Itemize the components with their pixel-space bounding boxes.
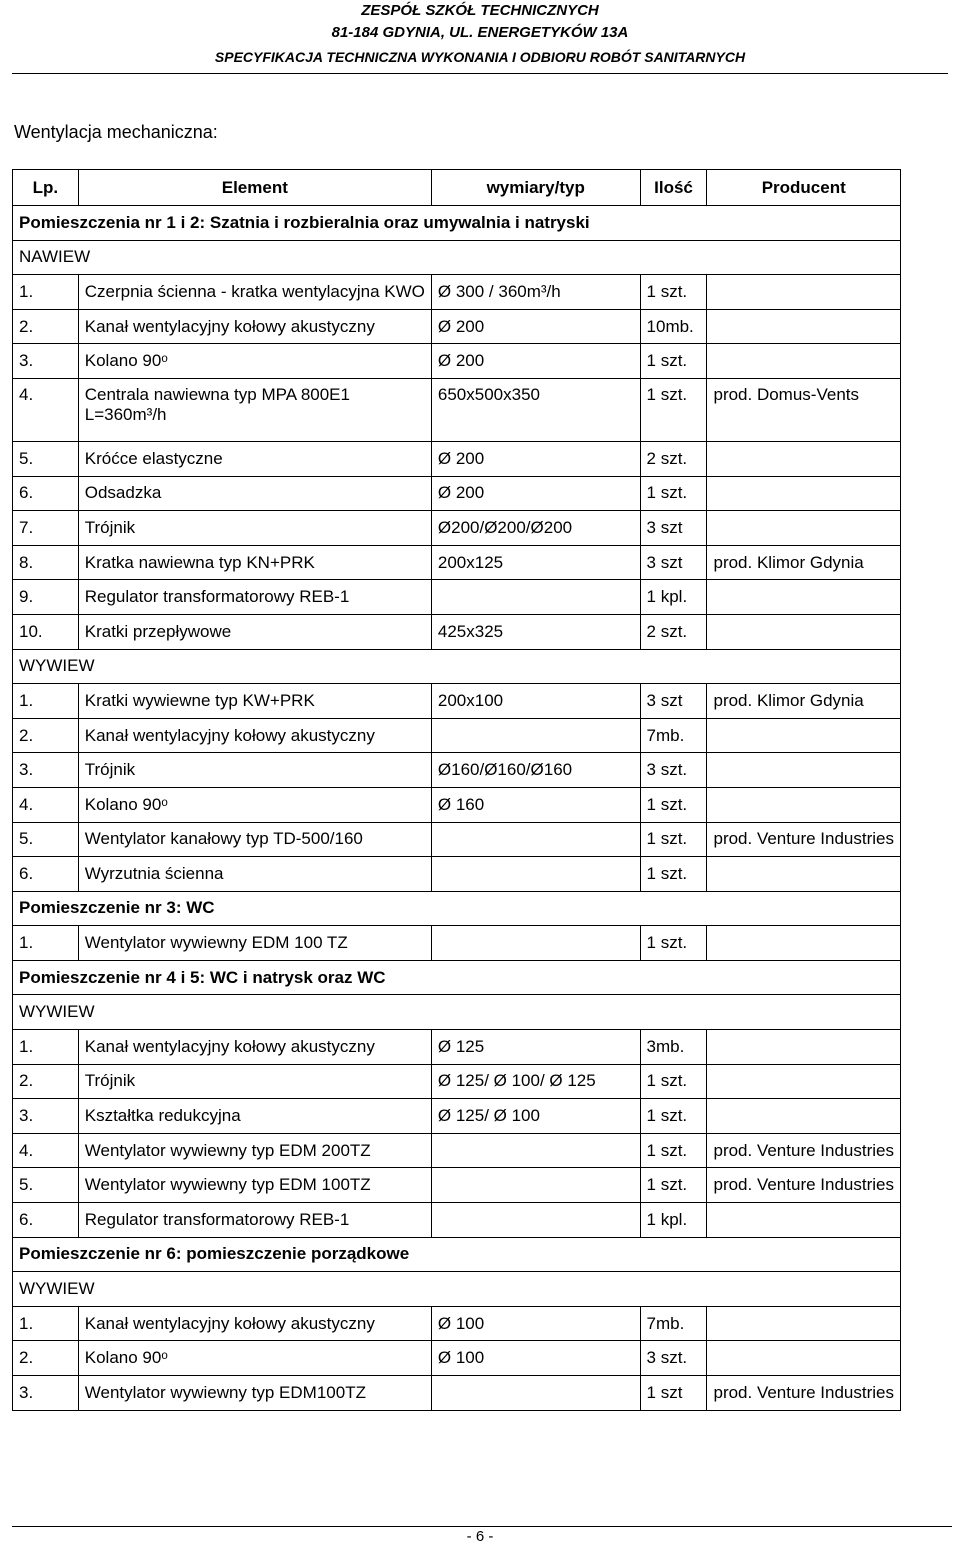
cell-lp: 4. [13, 378, 79, 441]
cell-lp: 6. [13, 857, 79, 892]
cell-lp: 3. [13, 753, 79, 788]
table-header-row [13, 170, 901, 206]
cell-element: Wentylator wywiewny typ EDM100TZ [78, 1376, 431, 1411]
room-heading: Pomieszczenie nr 4 i 5: WC i natrysk oraz WC [13, 960, 901, 995]
cell-lp: 7. [13, 511, 79, 546]
cell-element: Kratka nawiewna typ KN+PRK [78, 545, 431, 580]
cell-element: Kolano 90ᵒ [78, 787, 431, 822]
airflow-group-label: WYWIEW [13, 1272, 901, 1307]
cell-lp: 2. [13, 1341, 79, 1376]
cell-lp: 6. [13, 1203, 79, 1238]
cell-producer [707, 614, 901, 649]
cell-element: Kształtka redukcyjna [78, 1099, 431, 1134]
table-row [13, 1376, 901, 1411]
cell-quantity: 1 szt. [640, 275, 707, 310]
cell-producer [707, 857, 901, 892]
airflow-group-label: NAWIEW [13, 240, 901, 275]
cell-dimensions: Ø 125 [431, 1030, 640, 1065]
cell-lp: 3. [13, 1376, 79, 1411]
cell-dimensions: Ø 200 [431, 344, 640, 379]
cell-producer [707, 1099, 901, 1134]
cell-element: Wentylator wywiewny typ EDM 200TZ [78, 1133, 431, 1168]
table-row [13, 511, 901, 546]
cell-quantity: 1 kpl. [640, 580, 707, 615]
section-row [13, 891, 901, 926]
cell-element: Kolano 90ᵒ [78, 1341, 431, 1376]
table-row [13, 822, 901, 857]
cell-dimensions: Ø 160 [431, 787, 640, 822]
room-heading: Pomieszczenia nr 1 i 2: Szatnia i rozbieralnia oraz umywalnia i natryski [13, 206, 901, 241]
cell-element: Kanał wentylacyjny kołowy akustyczny [78, 1030, 431, 1065]
cell-quantity: 3 szt. [640, 753, 707, 788]
table-row [13, 344, 901, 379]
cell-quantity: 1 szt. [640, 787, 707, 822]
airflow-group-label: WYWIEW [13, 995, 901, 1030]
cell-quantity: 7mb. [640, 1306, 707, 1341]
cell-quantity: 1 szt. [640, 344, 707, 379]
cell-quantity: 3mb. [640, 1030, 707, 1065]
cell-dimensions [431, 580, 640, 615]
cell-lp: 4. [13, 787, 79, 822]
cell-producer [707, 1203, 901, 1238]
header-line-2: 81-184 GDYNIA, UL. ENERGETYKÓW 13A [331, 24, 629, 41]
cell-quantity: 1 szt. [640, 1099, 707, 1134]
cell-lp: 1. [13, 1030, 79, 1065]
cell-producer: prod. Venture Industries [707, 1168, 901, 1203]
table-row [13, 1168, 901, 1203]
cell-dimensions: Ø 100 [431, 1341, 640, 1376]
cell-lp: 2. [13, 718, 79, 753]
cell-quantity: 2 szt. [640, 614, 707, 649]
cell-element: Wentylator wywiewny EDM 100 TZ [78, 926, 431, 961]
cell-element: Kratki przepływowe [78, 614, 431, 649]
cell-dimensions: Ø 200 [431, 476, 640, 511]
table-row [13, 1341, 901, 1376]
cell-quantity: 1 szt. [640, 1133, 707, 1168]
cell-dimensions: 200x125 [431, 545, 640, 580]
table-row [13, 1030, 901, 1065]
cell-element: Kolano 90ᵒ [78, 344, 431, 379]
column-header-lp: Lp. [13, 170, 79, 206]
cell-element: Kanał wentylacyjny kołowy akustyczny [78, 718, 431, 753]
cell-producer [707, 344, 901, 379]
cell-element: Trójnik [78, 1064, 431, 1099]
column-header-element: Element [78, 170, 431, 206]
cell-dimensions [431, 1168, 640, 1203]
cell-quantity: 1 szt. [640, 926, 707, 961]
cell-dimensions: Ø 200 [431, 309, 640, 344]
page-number: - 6 - [466, 1528, 494, 1545]
cell-lp: 1. [13, 275, 79, 310]
cell-element: Wentylator wywiewny typ EDM 100TZ [78, 1168, 431, 1203]
cell-quantity: 3 szt [640, 511, 707, 546]
cell-producer [707, 441, 901, 476]
table-row [13, 926, 901, 961]
cell-lp: 10. [13, 614, 79, 649]
cell-quantity: 2 szt. [640, 441, 707, 476]
cell-producer [707, 580, 901, 615]
cell-element: Trójnik [78, 511, 431, 546]
cell-dimensions [431, 718, 640, 753]
cell-element: Czerpnia ścienna - kratka wentylacyjna KWO [78, 275, 431, 310]
cell-producer: prod. Venture Industries [707, 822, 901, 857]
cell-element: Wyrzutnia ścienna [78, 857, 431, 892]
table-row [13, 753, 901, 788]
table-row [13, 684, 901, 719]
section-row [13, 1237, 901, 1272]
cell-dimensions: 425x325 [431, 614, 640, 649]
cell-producer [707, 275, 901, 310]
cell-quantity: 1 szt [640, 1376, 707, 1411]
table-row [13, 614, 901, 649]
cell-lp: 6. [13, 476, 79, 511]
cell-quantity: 1 szt. [640, 1064, 707, 1099]
cell-dimensions: Ø200/Ø200/Ø200 [431, 511, 640, 546]
cell-dimensions: Ø160/Ø160/Ø160 [431, 753, 640, 788]
cell-element: Centrala nawiewna typ MPA 800E1 L=360m³/h [78, 378, 431, 441]
group-row [13, 1272, 901, 1307]
cell-dimensions: Ø 125/ Ø 100/ Ø 125 [431, 1064, 640, 1099]
cell-element: Trójnik [78, 753, 431, 788]
table-body [13, 206, 901, 1411]
cell-producer [707, 718, 901, 753]
table-row [13, 476, 901, 511]
cell-lp: 5. [13, 441, 79, 476]
cell-producer [707, 476, 901, 511]
column-header-dimensions: wymiary/typ [431, 170, 640, 206]
room-heading: Pomieszczenie nr 3: WC [13, 891, 901, 926]
group-row [13, 995, 901, 1030]
cell-producer [707, 1341, 901, 1376]
cell-element: Króćce elastyczne [78, 441, 431, 476]
cell-producer: prod. Klimor Gdynia [707, 545, 901, 580]
ventilation-spec-table [12, 169, 901, 1411]
cell-producer: prod. Domus-Vents [707, 378, 901, 441]
table-row [13, 1133, 901, 1168]
header-line-1: ZESPÓŁ SZKÓŁ TECHNICZNYCH [361, 2, 599, 19]
cell-dimensions [431, 822, 640, 857]
cell-producer [707, 753, 901, 788]
table-row [13, 1099, 901, 1134]
cell-dimensions [431, 1203, 640, 1238]
room-heading: Pomieszczenie nr 6: pomieszczenie porządkowe [13, 1237, 901, 1272]
cell-producer: prod. Klimor Gdynia [707, 684, 901, 719]
table-row [13, 309, 901, 344]
cell-producer [707, 1064, 901, 1099]
cell-lp: 5. [13, 1168, 79, 1203]
table-row [13, 378, 901, 441]
column-header-quantity: Ilość [640, 170, 707, 206]
cell-quantity: 1 szt. [640, 822, 707, 857]
cell-producer [707, 926, 901, 961]
cell-producer: prod. Venture Industries [707, 1133, 901, 1168]
table-row [13, 545, 901, 580]
table-row [13, 275, 901, 310]
cell-dimensions: Ø 300 / 360m³/h [431, 275, 640, 310]
cell-dimensions [431, 926, 640, 961]
footer-divider [12, 1526, 952, 1527]
cell-element: Odsadzka [78, 476, 431, 511]
cell-lp: 1. [13, 684, 79, 719]
cell-lp: 3. [13, 1099, 79, 1134]
cell-dimensions [431, 857, 640, 892]
group-row [13, 649, 901, 684]
cell-dimensions: Ø 125/ Ø 100 [431, 1099, 640, 1134]
table-row [13, 857, 901, 892]
cell-element: Regulator transformatorowy REB-1 [78, 1203, 431, 1238]
cell-lp: 1. [13, 926, 79, 961]
cell-producer [707, 1030, 901, 1065]
table-row [13, 1306, 901, 1341]
cell-lp: 4. [13, 1133, 79, 1168]
cell-quantity: 1 szt. [640, 857, 707, 892]
cell-lp: 1. [13, 1306, 79, 1341]
cell-element: Wentylator kanałowy typ TD-500/160 [78, 822, 431, 857]
table-row [13, 441, 901, 476]
cell-dimensions: 650x500x350 [431, 378, 640, 441]
cell-dimensions: Ø 200 [431, 441, 640, 476]
header-line-3: SPECYFIKACJA TECHNICZNA WYKONANIA I ODBIORU ROBÓT SANITARNYCH [214, 49, 746, 65]
cell-producer [707, 1306, 901, 1341]
cell-lp: 5. [13, 822, 79, 857]
cell-producer [707, 309, 901, 344]
table-row [13, 718, 901, 753]
cell-quantity: 1 szt. [640, 1168, 707, 1203]
header-divider [12, 73, 948, 74]
group-row [13, 240, 901, 275]
cell-quantity: 1 szt. [640, 476, 707, 511]
cell-producer [707, 787, 901, 822]
cell-element: Kanał wentylacyjny kołowy akustyczny [78, 1306, 431, 1341]
cell-producer: prod. Venture Industries [707, 1376, 901, 1411]
cell-quantity: 3 szt [640, 684, 707, 719]
cell-lp: 3. [13, 344, 79, 379]
table-row [13, 1064, 901, 1099]
cell-lp: 8. [13, 545, 79, 580]
section-row [13, 206, 901, 241]
cell-quantity: 1 kpl. [640, 1203, 707, 1238]
cell-dimensions: Ø 100 [431, 1306, 640, 1341]
table-row [13, 787, 901, 822]
cell-lp: 2. [13, 309, 79, 344]
table-row [13, 580, 901, 615]
cell-dimensions [431, 1376, 640, 1411]
airflow-group-label: WYWIEW [13, 649, 901, 684]
cell-quantity: 7mb. [640, 718, 707, 753]
cell-lp: 9. [13, 580, 79, 615]
cell-quantity: 10mb. [640, 309, 707, 344]
cell-dimensions: 200x100 [431, 684, 640, 719]
column-header-producer: Producent [707, 170, 901, 206]
cell-lp: 2. [13, 1064, 79, 1099]
cell-dimensions [431, 1133, 640, 1168]
cell-quantity: 1 szt. [640, 378, 707, 441]
cell-element: Kratki wywiewne typ KW+PRK [78, 684, 431, 719]
section-title: Wentylacja mechaniczna: [14, 122, 218, 142]
section-row [13, 960, 901, 995]
cell-element: Kanał wentylacyjny kołowy akustyczny [78, 309, 431, 344]
cell-quantity: 3 szt. [640, 1341, 707, 1376]
cell-element: Regulator transformatorowy REB-1 [78, 580, 431, 615]
table-row [13, 1203, 901, 1238]
cell-quantity: 3 szt [640, 545, 707, 580]
cell-producer [707, 511, 901, 546]
